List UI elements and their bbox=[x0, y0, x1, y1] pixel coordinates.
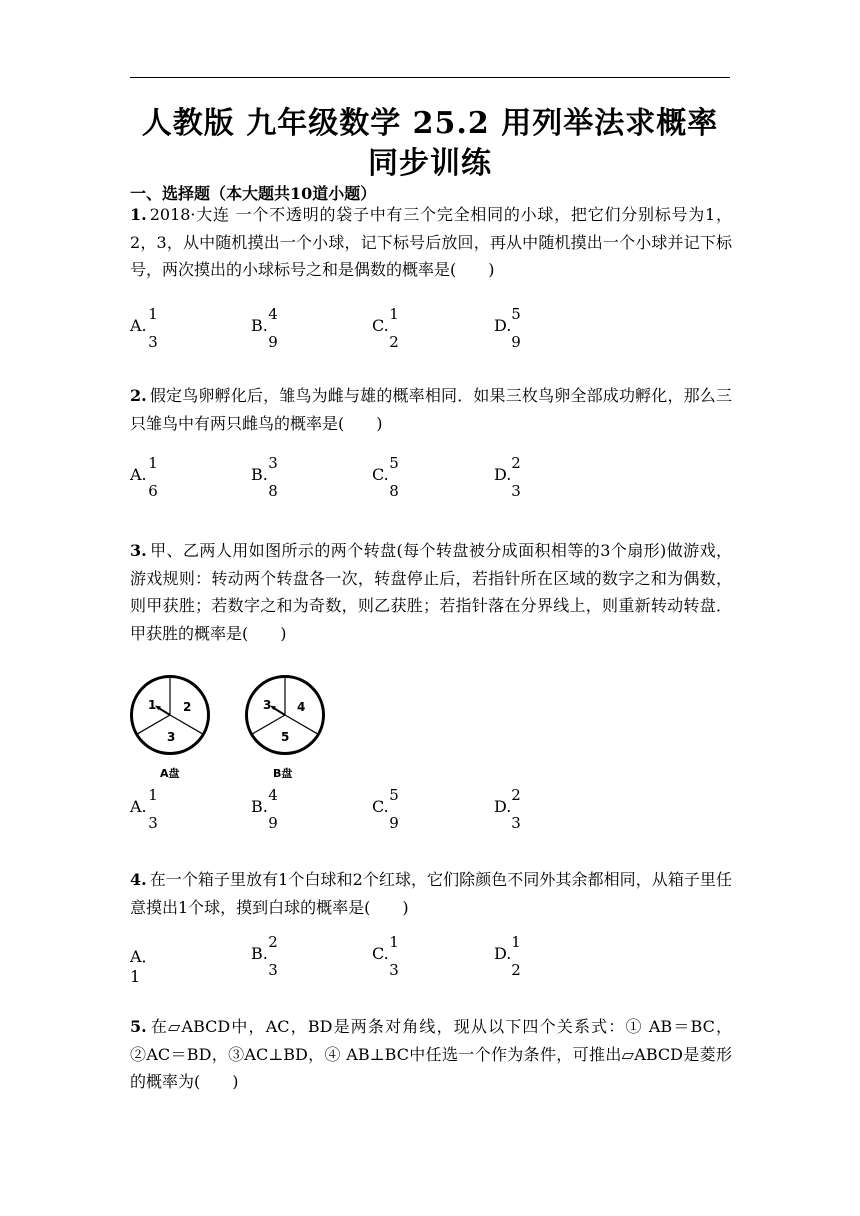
option-label: C. bbox=[372, 944, 389, 963]
spinner-figure bbox=[130, 675, 330, 781]
header-rule bbox=[130, 77, 730, 78]
spinner-b-number-4: 4 bbox=[297, 700, 306, 714]
question-text: 在▱ABCD中，AC，BD是两条对角线，现从以下四个关系式：① AB＝BC，②AC＝BD，③AC⊥BD，④ AB⊥BC中任选一个作为条件，可推出▱ABCD是菱形的概率为( ) bbox=[130, 1017, 732, 1091]
option-label: D. bbox=[494, 316, 512, 335]
denominator: 3 bbox=[148, 333, 158, 351]
question-5 bbox=[130, 1013, 732, 1096]
option-fraction bbox=[387, 787, 401, 831]
option-label: C. bbox=[372, 797, 389, 816]
option-label: A．1 bbox=[130, 947, 158, 986]
numerator: 5 bbox=[389, 454, 399, 472]
question-text: 假定鸟卵孵化后，雏鸟为雌与雄的概率相同．如果三枚鸟卵全部成功孵化，那么三只雏鸟中有两只雌鸟的概率是( ) bbox=[130, 386, 732, 433]
question-number: 2. bbox=[130, 386, 147, 405]
option-fraction bbox=[146, 455, 160, 499]
option-fraction bbox=[266, 787, 280, 831]
numerator: 1 bbox=[148, 786, 158, 804]
question-4-options bbox=[130, 933, 730, 986]
option-fraction bbox=[387, 306, 401, 350]
numerator: 1 bbox=[148, 305, 158, 323]
question-text: 在一个箱子里放有1个白球和2个红球，它们除颜色不同外其余都相同，从箱子里任意摸出1个球，摸到白球的概率是( ) bbox=[130, 870, 732, 917]
numerator: 5 bbox=[389, 786, 399, 804]
denominator: 8 bbox=[268, 482, 278, 500]
spinner-a bbox=[132, 677, 209, 781]
option-fraction bbox=[509, 455, 523, 499]
denominator: 3 bbox=[148, 814, 158, 832]
question-1-options bbox=[130, 306, 730, 352]
option-fraction bbox=[266, 934, 280, 978]
denominator: 9 bbox=[268, 333, 278, 351]
numerator: 1 bbox=[389, 305, 399, 323]
denominator: 9 bbox=[511, 333, 521, 351]
question-number: 5. bbox=[130, 1017, 147, 1036]
option-label: C. bbox=[372, 465, 389, 484]
denominator: 2 bbox=[511, 961, 521, 979]
numerator: 3 bbox=[268, 454, 278, 472]
section-heading: 一、选择题（本大题共10道小题） bbox=[130, 184, 377, 203]
denominator: 3 bbox=[268, 961, 278, 979]
numerator: 1 bbox=[148, 454, 158, 472]
option-label: A. bbox=[130, 465, 147, 484]
option-label: C. bbox=[372, 316, 389, 335]
question-number: 1. bbox=[130, 205, 147, 224]
spinner-a-number-2: 2 bbox=[183, 700, 192, 714]
option-fraction bbox=[146, 787, 160, 831]
option-label: A. bbox=[130, 797, 147, 816]
option-label: D. bbox=[494, 944, 512, 963]
spinner-b-number-3: 3 bbox=[263, 698, 272, 712]
denominator: 9 bbox=[389, 814, 399, 832]
denominator: 3 bbox=[389, 961, 399, 979]
spinner-b bbox=[247, 677, 324, 781]
question-4 bbox=[130, 866, 732, 921]
denominator: 9 bbox=[268, 814, 278, 832]
denominator: 6 bbox=[148, 482, 158, 500]
question-text: 2018·大连 一个不透明的袋子中有三个完全相同的小球，把它们分别标号为1，2，3，从中随机摸出一个小球，记下标号后放回，再从中随机摸出一个小球并记下标号，两次摸出的小球标号之和是偶数的概率是( ) bbox=[130, 205, 732, 279]
denominator: 8 bbox=[389, 482, 399, 500]
numerator: 2 bbox=[511, 786, 521, 804]
numerator: 2 bbox=[268, 933, 278, 951]
numerator: 4 bbox=[268, 305, 278, 323]
denominator: 3 bbox=[511, 482, 521, 500]
option-fraction bbox=[509, 934, 523, 978]
option-label: B. bbox=[251, 465, 268, 484]
option-fraction bbox=[387, 934, 401, 978]
spinner-b-number-5: 5 bbox=[281, 730, 290, 744]
spinner-a-number-1: 1 bbox=[148, 698, 157, 712]
question-number: 3. bbox=[130, 541, 147, 560]
numerator: 4 bbox=[268, 786, 278, 804]
option-fraction bbox=[509, 787, 523, 831]
option-fraction bbox=[387, 455, 401, 499]
option-label: B. bbox=[251, 316, 268, 335]
numerator: 1 bbox=[511, 933, 521, 951]
spinner-diagram bbox=[130, 675, 330, 781]
option-label: A. bbox=[130, 316, 147, 335]
page-title: 人教版 九年级数学 25.2 用列举法求概率 同步训练 bbox=[141, 106, 719, 181]
option-fraction bbox=[146, 306, 160, 350]
numerator: 1 bbox=[389, 933, 399, 951]
option-fraction bbox=[266, 306, 280, 350]
spinner-b-caption: B盘 bbox=[273, 767, 293, 780]
question-2 bbox=[130, 382, 732, 437]
spinner-a-caption: A盘 bbox=[160, 767, 180, 780]
option-label: D. bbox=[494, 797, 512, 816]
question-text: 甲、乙两人用如图所示的两个转盘(每个转盘被分成面积相等的3个扇形)做游戏，游戏规则：转动两个转盘各一次，转盘停止后，若指针所在区域的数字之和为偶数，则甲获胜；若数字之和为奇数，则乙获胜；若指针落在分界线上，则重新转动转盘．甲获胜的概率是( ) bbox=[130, 541, 732, 643]
numerator: 5 bbox=[511, 305, 521, 323]
question-3-options bbox=[130, 787, 730, 833]
option-label: B. bbox=[251, 944, 268, 963]
question-3 bbox=[130, 537, 732, 647]
option-fraction bbox=[509, 306, 523, 350]
spinner-a-number-3: 3 bbox=[167, 730, 176, 744]
question-number: 4. bbox=[130, 870, 147, 889]
question-2-options bbox=[130, 455, 730, 501]
question-1 bbox=[130, 201, 732, 284]
denominator: 3 bbox=[511, 814, 521, 832]
numerator: 2 bbox=[511, 454, 521, 472]
option-label: D. bbox=[494, 465, 512, 484]
denominator: 2 bbox=[389, 333, 399, 351]
option-label: B. bbox=[251, 797, 268, 816]
option-fraction bbox=[266, 455, 280, 499]
